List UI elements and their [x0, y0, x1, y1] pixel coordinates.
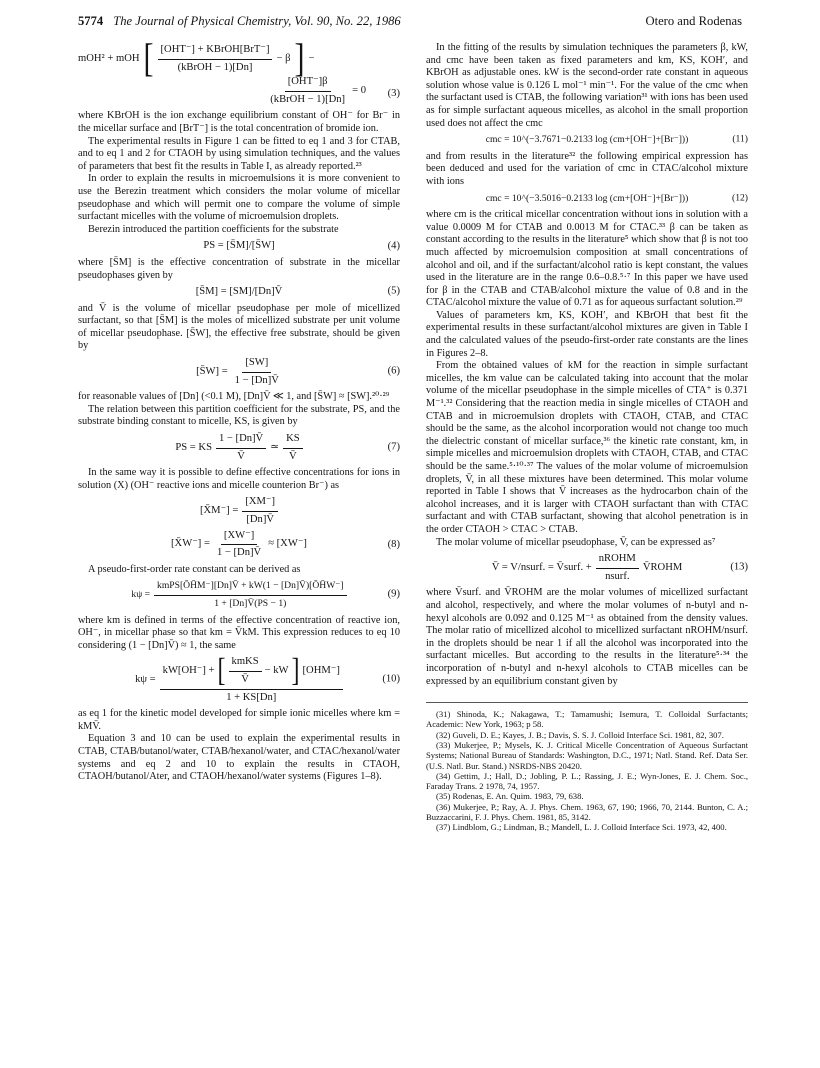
eq4-body: PS = [S̄M]/[S̄W]	[203, 240, 275, 252]
eq13-number: (13)	[730, 561, 748, 573]
paragraph: and from results in the literature³² the following empirical expression has been deduced and used for the variation of cmc in CTAC/alcohol mixture with ions	[426, 150, 748, 187]
paragraph: In the fitting of the results by simulation techniques the parameters β, kW, and cmc have been taken as fixed parameters and km, KS, KOH′, and KBrOH as adjustable ones. kW is the second-order rate constant in aqueous solution whose value is 0.126 L mol⁻¹ min⁻¹. For the value of the cmc when the surfactant used is CTAB, the following variation³¹ with ions has been used as for simple surfactant aqueous micelles, as alcohol in the small proportion used does not affect the cmc	[426, 42, 748, 129]
eq7-lhs: PS = KS	[175, 441, 212, 453]
eq9-lhs: kψ =	[131, 589, 151, 601]
eq7-denominator: V̄	[237, 450, 245, 462]
equation-13	[426, 553, 748, 583]
paragraph: The relation between this partition coefficient for the substrate, PS, and the substrate binding constant to micelle, KS, is given by	[78, 403, 400, 428]
equation-9	[78, 580, 400, 610]
eq7-denominator-2: V̄	[289, 450, 297, 462]
eq6-numerator: [SW]	[242, 357, 271, 373]
eq11-body: cmc = 10^(−3.7671−0.2133 log (cm+[OH⁻]+[Br⁻]))	[485, 134, 689, 146]
reference-item: (36) Mukerjee, P.; Ray, A. J. Phys. Chem. 1963, 67, 190; 1966, 70, 2144. Bunton, C. A.; Buzzaccarini, F. J. Phys. Chem. 1981, 85, 3142.	[426, 801, 748, 823]
eq6-lhs: [S̄W] =	[196, 365, 228, 377]
paragraph: where V̄surf. and V̄ROHM are the molar volumes of micellized surfactant and alcohol, respectively, and where the molar volumes of n-butyl and n-hexyl alcohols are 0.092 and 0.125 M⁻¹ as obtained from the density values. The molar ratio of micellized alcohol to micellized surfactant nROHM/nsurf. in the droplets should be near 1 if all the alcohol was incorporated into the surfactant micelles. But according to the results in the literature⁵·³⁴ the incorporation of n-butyl and n-hexyl alcohols to CTAB micelles can be expressed by an equilibrium constant given by	[426, 587, 748, 687]
page-number: 5774	[78, 14, 104, 28]
equation-6	[78, 357, 400, 387]
eq3-numerator: [OHT⁻] + KBrOH[BrT⁻]	[158, 44, 273, 60]
eq6-denominator: 1 − [Dn]V̄	[234, 374, 279, 386]
eq12-number: (12)	[732, 192, 748, 204]
equation-5	[78, 286, 400, 299]
eq8b-numerator: [XW⁻]	[221, 530, 257, 546]
eq9-numerator: kmPS[ŌH̄M⁻][Dn]V̄ + kW(1 − [Dn]V̄)[ŌH̄W⁻]	[154, 580, 347, 596]
paragraph: Berezin introduced the partition coefficients for the substrate	[88, 223, 339, 235]
reference-item: (31) Shinoda, K.; Nakagawa, T.; Tamamushi; Isemura, T. Colloidal Surfactants; Academic: New York, 1963; p 58.	[426, 709, 748, 730]
paragraph: where [S̄M] is the effective concentration of substrate in the micellar pseudophases given by	[78, 256, 400, 281]
equation-7	[78, 433, 400, 463]
paragraph: A pseudo-first-order rate constant can be derived as	[88, 563, 301, 575]
paragraph: for reasonable values of [Dn] (<0.1 M), [Dn]V̄ ≪ 1, and [S̄W] ≈ [SW].²⁰·²⁹	[78, 391, 390, 403]
running-authors: Otero and Rodenas	[645, 14, 742, 28]
running-header	[78, 14, 742, 36]
eq10-number: (10)	[382, 673, 400, 685]
reference-item: (35) Rodenas, E. An. Quim. 1983, 79, 638.	[436, 791, 584, 802]
eq3-denominator-2: (kBrOH − 1)[Dn]	[270, 93, 346, 105]
eq8b-denominator: 1 − [Dn]V̄	[216, 547, 262, 559]
reference-item: (33) Mukerjee, P.; Mysels, K. J. Critical Micelle Concentration of Aqueous Surfactant Systems; National Bureau of Standards: Washington, D.C., 1971; Natl. Stand. Ref. Data Ser. (U.S. Natl. Bur. Stand.) NSRDS-NBS 20420.	[426, 739, 748, 771]
paragraph: In order to explain the results in microemulsions it is more convenient to use the Berezin treatment which considers the molar volume of micellar pseudophase and which will permit one to compare the volume of simple surfactant micelles with the volume of microemulsion droplets.	[78, 173, 400, 223]
paragraph: From the obtained values of kM for the reaction in simple surfactant micelles, the km value can be calculated taking into account that the molar volume of the micellar pseudophase in the simple micelles of CTA⁺ is 0.371 M⁻¹.³² Considering that the reaction media in single micelles of CTAOH and CTAB and in microemulsion droplets with CTAOH, CTAB, and CTAC should be the same, as the alcohol incorporation would not change too much the dielectric constant of micellar surface,³⁶ the kinetic rate constant, km, in simple micelles and microemulsion droplets with CTAOH, CTAB, and CTAC should be the same.⁵·¹⁰·³⁷ The values of the molar volume of microemulsion droplets, V̄, in all these mixtures have been determined. This molar volume reported in Table I shows that V̄ increases as the hydrocarbon chain of the alcohol increases, and it is larger with CTAOH surfactant than with CTAC surfactant and with CTAB surfactant, showing that alcohol penetration is in the order CTAOH > CTAC > CTAB.	[426, 360, 748, 535]
eq10-denominator: 1 + KS[Dn]	[226, 691, 277, 703]
eq8-number: (8)	[387, 539, 400, 551]
eq8b-rhs: ≈ [XW⁻]	[268, 538, 307, 550]
equation-12	[426, 193, 748, 206]
journal-citation: The Journal of Physical Chemistry, Vol. 90, No. 22, 1986	[113, 14, 401, 28]
eq8a-denominator: [Dn]V̄	[246, 514, 274, 525]
equation-11	[426, 134, 748, 147]
eq8a-lhs: [X̄M⁻] =	[199, 505, 239, 517]
eq13-lhs: V̄ = V/nsurf. = V̄surf. +	[491, 561, 592, 573]
eq13-rhs: V̄ROHM	[642, 561, 683, 573]
left-column	[78, 36, 400, 784]
eq10-inner-denominator: V̄	[241, 673, 249, 685]
paragraph: The molar volume of micellar pseudophase, V̄, can be expressed as⁷	[436, 536, 716, 548]
eq10-inner-numerator: kmKS	[229, 656, 262, 672]
eq9-number: (9)	[387, 589, 400, 601]
eq7-numerator-2: KS	[283, 433, 303, 449]
paragraph: where km is defined in terms of the effective concentration of reactive ion, OH⁻, in micellar phase so that km = V̄kM. This expression reduces to eq 10 considering (1 − [Dn]V̄) ≈ 1, the same	[78, 614, 400, 651]
equation-8	[78, 496, 400, 559]
right-column	[426, 42, 748, 833]
paragraph: and V̄ is the volume of micellar pseudophase per mole of micellized surfactant, so that [S̄M] is the moles of micellized substrate per unit volume of micellar pseudophase. [S̄W], the effective free substrate, should be given by	[78, 302, 400, 352]
equation-3: mOH² + mOH [ $\frac{\text{[OHT⁻] + KBrOH[BrT⁻]}}{\text{(kBrOH − 1)[Dn]}}$ − β ] − $\frac{\text{[OHT⁻]β}}{\text{(kBrOH − 1)[Dn]}}$ = 0 (3)	[78, 36, 400, 105]
reference-item: (32) Guveli, D. E.; Kayes, J. B.; Davis, S. S. J. Colloid Interface Sci. 1981, 82, 307.	[436, 729, 724, 740]
paragraph: Values of parameters km, KS, KOH′, and KBrOH that best fit the experimental results in these surfactant/alcohol mixtures are given in Table I and the calculated values of the pseudo-first-order rate constants are the lines in Figures 2–8.	[426, 309, 748, 359]
paragraph: as eq 1 for the kinetic model developed for simple ionic micelles where km = kMV̄.	[78, 708, 400, 732]
references	[426, 702, 748, 833]
eq7-numerator: 1 − [Dn]V̄	[216, 433, 266, 449]
eq5-body: [S̄M] = [SM]/[Dn]V̄	[195, 286, 283, 298]
eq8a-numerator: [XM⁻]	[242, 496, 278, 512]
eq3-number: (3)	[387, 87, 400, 99]
eq7-approx: ≃	[270, 441, 280, 453]
eq4-number: (4)	[387, 240, 400, 252]
equation-4	[78, 240, 400, 253]
eq8b-lhs: [X̄W⁻] =	[171, 538, 210, 550]
eq3-denominator: (kBrOH − 1)[Dn]	[177, 61, 253, 73]
paragraph: In the same way it is possible to define effective concentrations for ions in solution (X) (OH⁻ reactive ions and micelle counterion Br⁻) as	[78, 467, 400, 491]
eq3-lhs: mOH² + mOH	[78, 52, 140, 64]
eq3-minus-beta: − β	[276, 52, 291, 64]
eq13-numerator: nROHM	[596, 553, 639, 569]
paragraph: Equation 3 and 10 can be used to explain the experimental results in CTAB, CTAB/butanol/water, CTAB/hexanol/water, and CTAC/hexanol/water systems and eq 2 and 10 to explain the results in CTAOH, CTAOH/butanol/Ater, and CTAOH/hexanol/water systems (Figures 1–8).	[78, 733, 400, 783]
eq5-number: (5)	[387, 286, 400, 298]
equation-10: kψ = kW[OH⁻] + [ $\frac{\text{kmKS}}{V̄}$ − kW ] [OHM⁻] 1 + KS[Dn] (10)	[135, 653, 400, 703]
eq10-lhs: kψ =	[135, 673, 156, 685]
paragraph: The experimental results in Figure 1 can be fitted to eq 1 and 3 for CTAB, and to eq 1 and 2 for CTAOH by using simulation techniques, and the values of parameters that best fit the results in Table I, as already reported.²³	[78, 135, 400, 172]
eq10-num-c: [OHM⁻]	[302, 665, 340, 677]
eq3-numerator-2: [OHT⁻]β	[285, 76, 331, 92]
eq12-body: cmc = 10^(−3.5016−0.2133 log (cm+[OH⁻]+[Br⁻]))	[485, 192, 689, 204]
paragraph: where cm is the critical micellar concentration without ions in solution with a value 0.0009 M for CTAB and 0.0013 M for CTAC.³³ β can be taken as constant according to the results in the literature⁵ which show that β is not too much affected by microemulsion composition at small concentrations of alcohol and oil, and if the surfactant/alcohol ratio is kept constant, the values used in the literature are in the range 0.6–0.8.⁵·⁷ In this paper we have used for β in the CTAB and CTAB/alcohol mixture the value of 0.8 and in the CTAC/alcohol mixture the value of 0.71 as for aqueous surfactant solution.²⁹	[426, 209, 748, 309]
eq10-num-b: − kW	[264, 665, 289, 677]
eq7-number: (7)	[387, 441, 400, 453]
eq13-denominator: nsurf.	[605, 570, 630, 582]
eq6-number: (6)	[387, 365, 400, 377]
eq3-rhs: = 0	[352, 84, 366, 96]
reference-item: (34) Gettim, J.; Hall, D.; Jobling, P. L.; Rassing, J. E.; Wyn-Jones, E. J. Chem. Soc., Faraday Trans. 2 1978, 74, 1957.	[426, 770, 748, 792]
eq11-number: (11)	[732, 134, 748, 146]
eq9-denominator: 1 + [Dn]V̄(PS − 1)	[214, 597, 287, 609]
paragraph: where KBrOH is the ion exchange equilibrium constant of OH⁻ for Br⁻ in the micellar surface and [BrT⁻] is the total concentration of bromide ion.	[78, 110, 400, 134]
reference-item: (37) Lindblom, G.; Lindman, B.; Mandell, L. J. Colloid Interface Sci. 1973, 42, 400.	[436, 822, 727, 833]
eq10-num-a: kW[OH⁻] +	[162, 665, 215, 677]
